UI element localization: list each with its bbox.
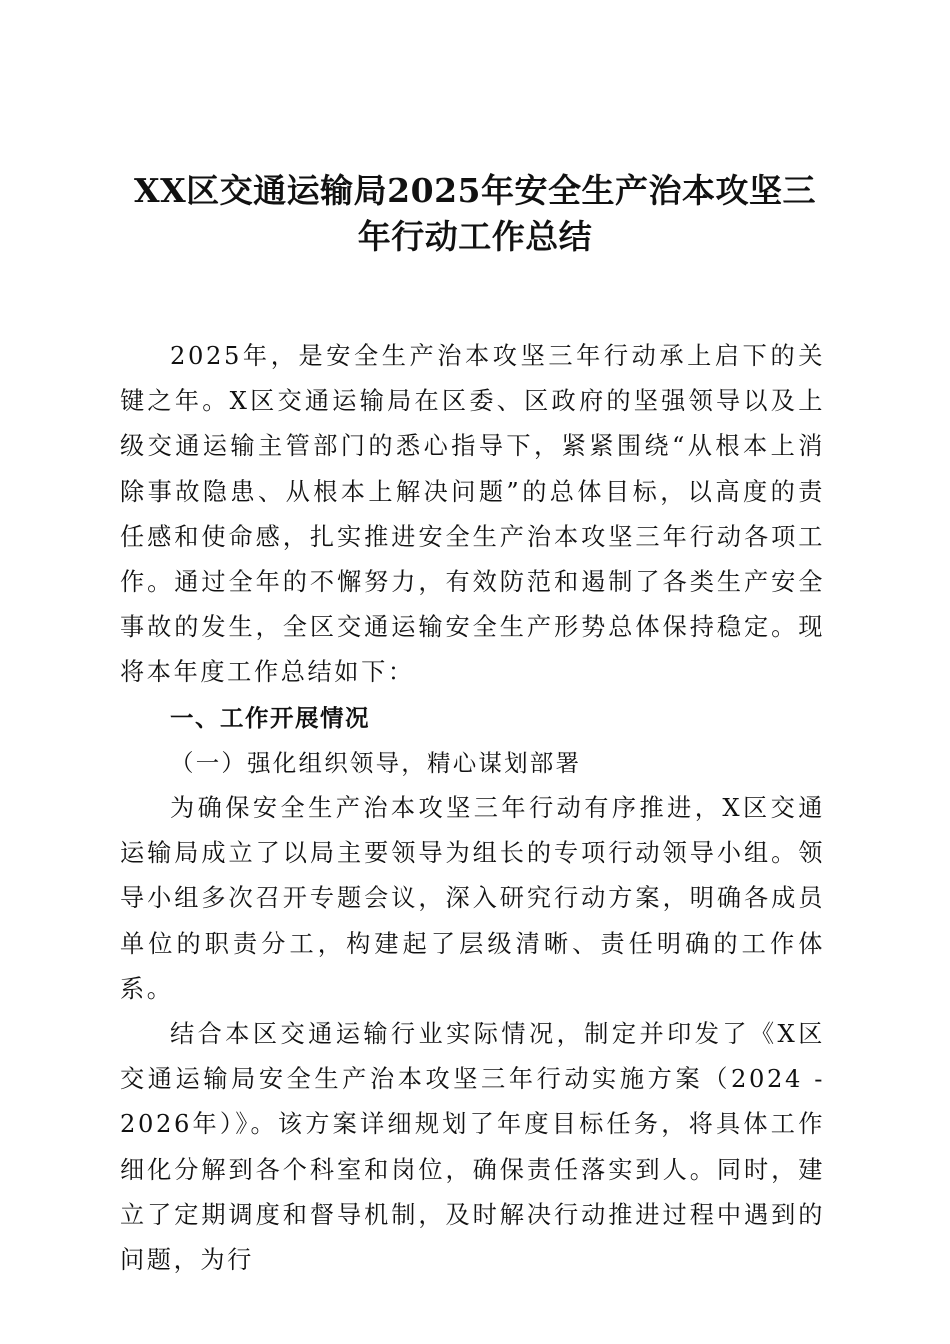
title-line-1: XX区交通运输局2025年安全生产治本攻坚三 [133, 171, 817, 210]
intro-paragraph: 2025年，是安全生产治本攻坚三年行动承上启下的关键之年。X区交通运输局在区委、区政府的坚强领导以及上级交通运输主管部门的悉心指导下，紧紧围绕“从根本上消除事故隐患、从根本上解决问题”的总体目标，以高度的责任感和使命感，扎实推进安全生产治本攻坚三年行动各项工作。通过全年的不懈努力，有效防范和遏制了各类生产安全事故的发生，全区交通运输安全生产形势总体保持稳定。现将本年度工作总结如下： [120, 342, 825, 687]
section-heading-1: 一、工作开展情况 [170, 703, 370, 732]
subsection-heading-1: （一）强化组织领导，精心谋划部署 [170, 748, 582, 777]
document-body [120, 334, 825, 1283]
paragraph-2: 结合本区交通运输行业实际情况，制定并印发了《X区交通运输局安全生产治本攻坚三年行动实施方案（2024 - 2026年）》。该方案详细规划了年度目标任务，将具体工作细化分解到各个科室和岗位，确保责任落实到人。同时，建立了定期调度和督导机制，及时解决行动推进过程中遇到的问题，为行 [120, 1020, 825, 1275]
paragraph-1: 为确保安全生产治本攻坚三年行动有序推进，X区交通运输局成立了以局主要领导为组长的专项行动领导小组。领导小组多次召开专题会议，深入研究行动方案，明确各成员单位的职责分工，构建起了层级清晰、责任明确的工作体系。 [120, 794, 825, 1003]
title-line-2: 年行动工作总结 [357, 217, 593, 256]
document-title [110, 168, 840, 260]
